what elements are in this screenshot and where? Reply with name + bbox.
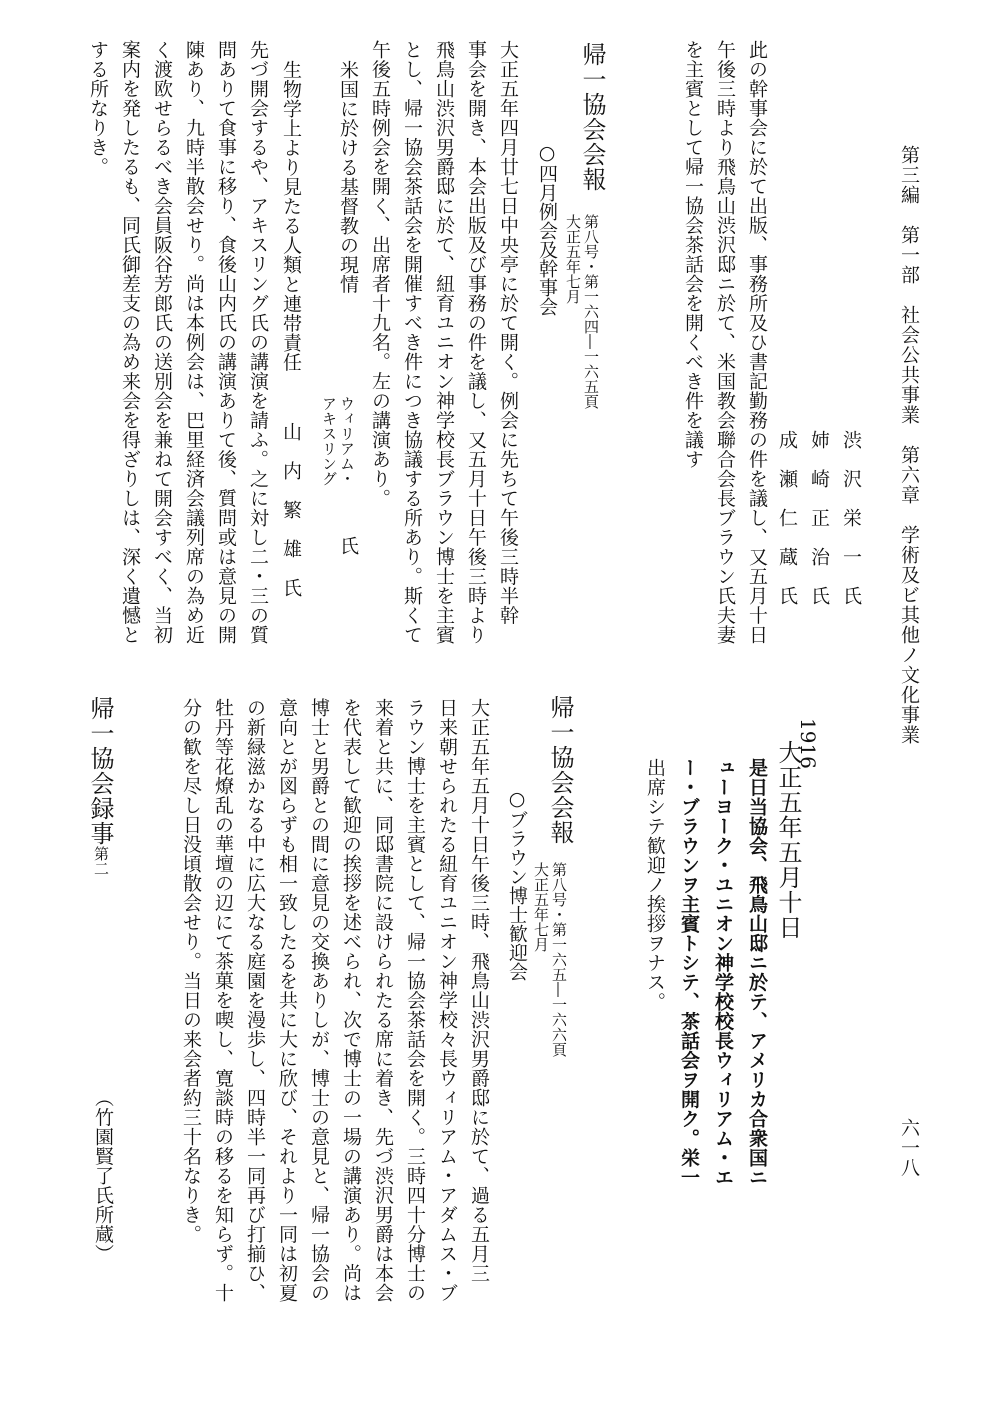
source-citation-2: 第八号・第一六五―一六六頁 xyxy=(550,862,568,1057)
entry-line-4: 出席シテ歓迎ノ挨拶ヲナス。 xyxy=(644,758,666,1012)
entry-line-1: 是日当協会、飛鳥山邸ニ於テ、アメリカ合衆国ニ xyxy=(746,758,768,1187)
entry-line-2: ューヨーク・ユニオン神学校校長ウィリアム・エ xyxy=(712,758,734,1187)
b-body-line-2: 日来朝せられたる紐育ユニオン神学校々長ウィリアム・アダムス・ブ xyxy=(436,698,458,1303)
body-line-4: とし、帰一協会茶話会を開催すべき件につき協議する所あり。斯くて xyxy=(401,40,423,645)
subsection-title: ○四月例会及幹事会 xyxy=(536,142,558,316)
source-citation: 第八号・第一六四―一六五頁 xyxy=(582,214,600,409)
body2-line-4: く渡欧せらるべき会員阪谷芳郎氏の送別会を兼ねて開会すべく、当初 xyxy=(151,40,173,645)
body2-line-5: 案内を発したるも、同氏御差支の為め来会を得ざりしは、深く遺憾と xyxy=(119,40,141,645)
lecture-1-suffix: 氏 xyxy=(337,536,359,556)
b-body-line-3: ラウン博士を主賓として、帰一協会茶話会を開く。三時四十分博士の xyxy=(404,698,426,1303)
entry-date: 大正五年五月十日 xyxy=(774,740,802,940)
b-body-line-8: の新緑滋かなる中に広大なる庭園を漫歩し、四時半一同再び打揃ひ、 xyxy=(244,698,266,1303)
b-body-line-6: 博士と男爵との間に意見の交換ありしが、博士の意見と、帰一協会の xyxy=(308,698,330,1303)
intro-line-1: 此の幹事会に於て出版、事務所及ひ書記勤務の件を議し、又五月十日 xyxy=(746,40,768,645)
lecture-1-speaker-a: ウィリアム・ xyxy=(338,396,356,486)
lecture-1-title: 米国に於ける基督教の現情 xyxy=(337,60,359,294)
final-section-title-suffix: 第二 xyxy=(92,846,110,876)
attendee-2: 姉 崎 正 治 氏 xyxy=(808,430,830,606)
final-section-title: 帰一協会録事 xyxy=(86,696,114,846)
section-title-2: 帰一協会会報 xyxy=(546,695,574,845)
lecture-1-speaker-b: アキスリング xyxy=(320,396,338,486)
lecture-2-speaker: 山 内 繁 雄 氏 xyxy=(280,422,302,598)
source-citation-2-date: 大正五年七月 xyxy=(532,862,550,952)
body-line-2: 事会を開き、本会出版及び事務の件を議し、又五月十日午後三時より xyxy=(465,40,487,645)
attendee-3: 成 瀬 仁 蔵 氏 xyxy=(776,430,798,606)
b-body-line-1: 大正五年五月十日午後三時、飛鳥山渋沢男爵邸に於て、過る五月三 xyxy=(468,698,490,1283)
body2-line-2: 問ありて食事に移り、食後山内氏の講演ありて後、質問或は意見の開 xyxy=(215,40,237,645)
body2-line-6: する所なりき。 xyxy=(87,40,109,177)
b-body-line-4: 来着と共に、同邸書院に設けられたる席に着き、先づ渋沢男爵は本会 xyxy=(372,698,394,1303)
body-line-3: 飛鳥山渋沢男爵邸に於て、紐育ユニオン神学校長ブラウン博士を主賓 xyxy=(433,40,455,645)
western-year: 1916 xyxy=(796,718,820,769)
attendee-1: 渋 沢 栄 一 氏 xyxy=(840,430,862,606)
b-body-line-5: を代表して歓迎の挨拶を述べられ、次で博士の一場の講演あり。尚は xyxy=(340,698,362,1303)
entry-line-3: ー・ブラウンヲ主賓トシテ、茶話会ヲ開ク。栄一 xyxy=(678,758,700,1187)
body-line-1: 大正五年四月廿七日中央亭に於て開く。例会に先ちて午後三時半幹 xyxy=(497,40,519,625)
page-number: 六一八 xyxy=(898,1118,920,1178)
lecture-2-title: 生物学上より見たる人類と連帯責任 xyxy=(280,60,302,372)
collection-note: （竹園賢了氏所蔵） xyxy=(92,1088,114,1264)
running-header: 第三編 第一部 社会公共事業 第六章 学術及ビ其他ノ文化事業 xyxy=(898,145,920,745)
body-line-5: 午後五時例会を開く、出席者十九名。左の講演あり。 xyxy=(369,40,391,508)
section-title: 帰一協会会報 xyxy=(578,42,606,192)
intro-line-2: 午後三時より飛鳥山渋沢邸ニ於て、米国教会聯合会長ブラウン氏夫妻 xyxy=(714,40,736,645)
b-body-line-9: 牡丹等花燎乱の華壇の辺にて茶菓を喫し、寛談時の移るを知らず。十 xyxy=(212,698,234,1303)
source-citation-date: 大正五年七月 xyxy=(564,214,582,304)
subsection-title-2: ○ブラウン博士歓迎会 xyxy=(506,788,528,981)
body2-line-3: 陳あり、九時半散会せり。尚は本例会は、巴里経済会議列席の為め近 xyxy=(183,40,205,645)
body2-line-1: 先づ開会するや、アキスリング氏の講演を請ふ。之に対し二・三の質 xyxy=(247,40,269,645)
intro-line-3: を主賓として帰一協会茶話会を開くべき件を議す xyxy=(682,40,704,469)
b-body-line-7: 意向とが図らずも相一致したるを共に大に欣び、それより一同は初夏 xyxy=(276,698,298,1303)
b-body-line-10: 分の歓を尽し日没頃散会せり。当日の来会者約三十名なりき。 xyxy=(180,698,202,1244)
